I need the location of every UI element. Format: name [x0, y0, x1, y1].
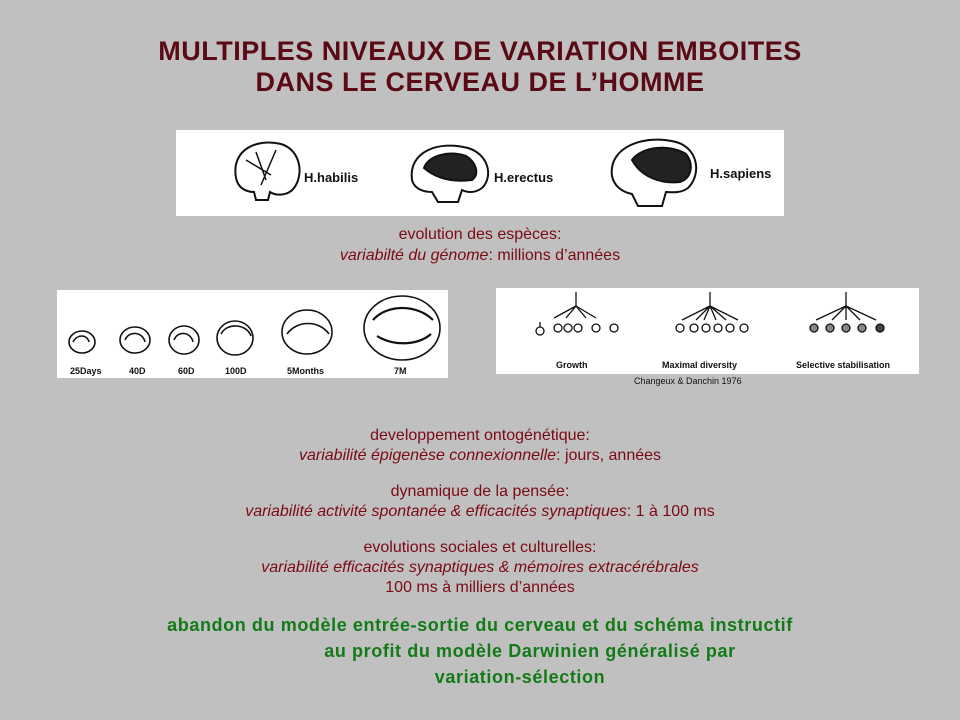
- erectus-skull-icon: [412, 146, 489, 202]
- development-rest: : jours, années: [556, 447, 662, 464]
- social-timescale: 100 ms à milliers d’années: [385, 579, 575, 596]
- maximal-diversity-diagram-icon: [676, 292, 748, 332]
- synapse-label-selective-stabilisation: Selective stabilisation: [796, 360, 891, 370]
- social-italic: variabilité efficacités synaptiques & mémoires extracérébrales: [261, 559, 699, 576]
- species-label-habilis: H.habilis: [304, 170, 359, 185]
- brain-7-months-icon: [364, 296, 440, 360]
- embryo-label-25days: 25Days: [70, 366, 102, 376]
- embryo-illustrations: [57, 290, 448, 378]
- embryo-panel: [57, 290, 448, 378]
- social-detail: [0, 558, 960, 578]
- evolution-detail: [0, 246, 960, 266]
- dynamics-rest: : 1 à 100 ms: [626, 503, 715, 520]
- embryo-label-40d: 40D: [129, 366, 146, 376]
- brain-5-months-icon: [282, 310, 332, 354]
- evolution-italic: variabilté du génome: [339, 247, 489, 264]
- embryo-label-60d: 60D: [178, 366, 195, 376]
- evolution-heading: evolution des espèces:: [398, 226, 562, 243]
- skull-illustrations: [176, 130, 784, 216]
- social-heading: evolutions sociales et culturelles:: [363, 539, 597, 556]
- species-label-sapiens: H.sapiens: [710, 166, 772, 181]
- embryo-label-7m: 7M: [394, 366, 407, 376]
- embryo-label-100d: 100D: [225, 366, 247, 376]
- species-label-erectus: H.erectus: [494, 170, 554, 185]
- citation: Changeux & Danchin 1976: [634, 376, 742, 386]
- selective-stabilisation-diagram-icon: [810, 292, 884, 332]
- embryo-25-days-icon: [69, 331, 95, 353]
- conclusion-line-2: au profit du modèle Darwinien généralisé par: [324, 641, 736, 661]
- embryo-100-days-icon: [217, 321, 253, 355]
- synapse-label-growth: Growth: [556, 360, 588, 370]
- title-line-2: DANS LE CERVEAU DE L’HOMME: [255, 67, 705, 97]
- development-heading: developpement ontogénétique:: [370, 427, 590, 444]
- development-detail: [0, 446, 960, 466]
- growth-diagram-icon: [536, 292, 618, 335]
- dynamics-heading: dynamique de la pensée:: [390, 483, 570, 500]
- dynamics-detail: [0, 502, 960, 522]
- embryo-60-days-icon: [169, 326, 199, 354]
- development-italic: variabilité épigenèse connexionnelle: [298, 447, 557, 464]
- sapiens-skull-icon: [612, 140, 696, 206]
- synapse-panel: [496, 288, 919, 374]
- habilis-skull-icon: [235, 142, 299, 200]
- synapse-label-maximal-diversity: Maximal diversity: [662, 360, 738, 370]
- skulls-panel: [176, 130, 784, 216]
- evolution-rest: : millions d’années: [488, 247, 621, 264]
- embryo-label-5months: 5Months: [287, 366, 324, 376]
- title-line-1: MULTIPLES NIVEAUX DE VARIATION EMBOITES: [158, 36, 802, 66]
- embryo-40-days-icon: [120, 327, 150, 353]
- dynamics-italic: variabilité activité spontanée & efficacités synaptiques: [245, 503, 627, 520]
- conclusion-line-1: abandon du modèle entrée-sortie du cerveau et du schéma instructif: [167, 615, 793, 635]
- conclusion-line-3: variation-sélection: [434, 667, 606, 687]
